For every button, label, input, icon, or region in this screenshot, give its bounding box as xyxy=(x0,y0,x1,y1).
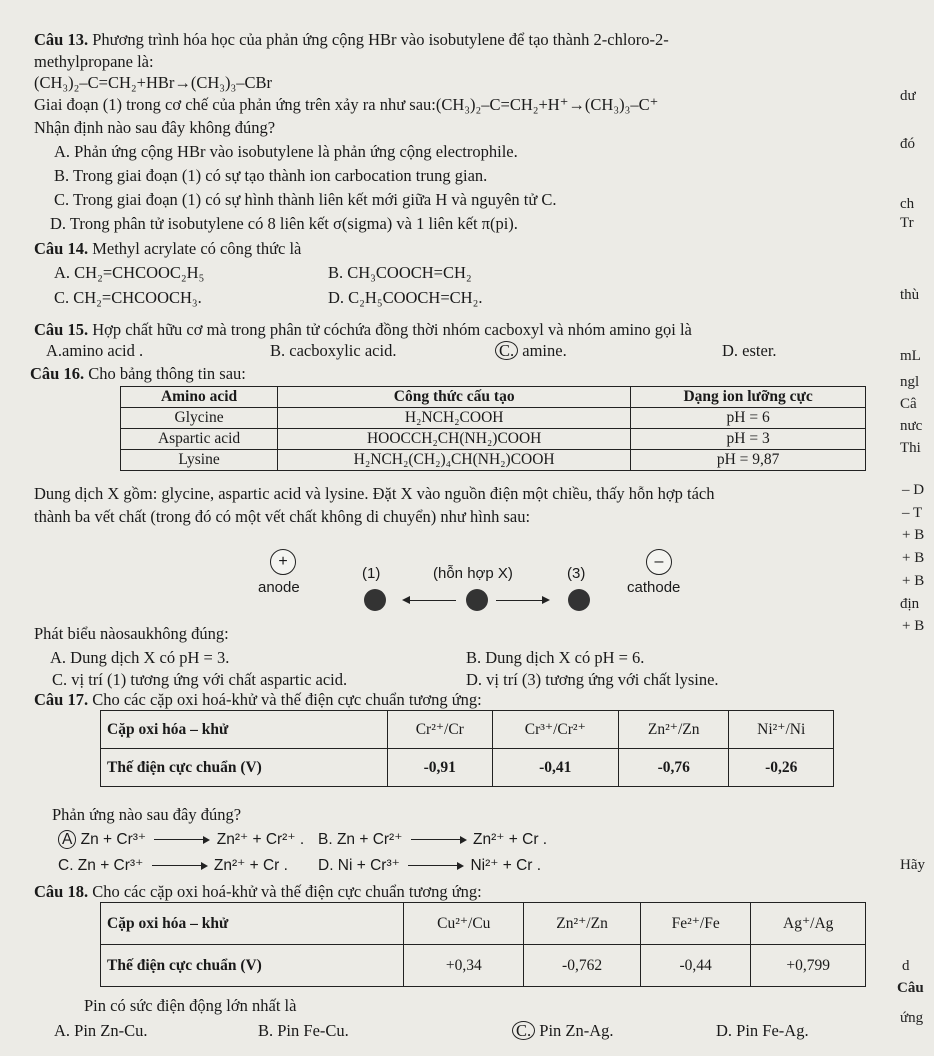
right-edge-text: Hãy xyxy=(900,857,925,873)
q13-stem: Câu 13. xyxy=(34,30,89,49)
q14-stem: Câu 14. xyxy=(34,239,89,258)
q14-option-a: A. CH₂=CHCOOC₂H₅ xyxy=(54,263,205,282)
table-cell: Fe²⁺/Fe xyxy=(640,903,751,945)
table-cell: H₂NCH₂COOH xyxy=(278,408,631,429)
q15-stem: Câu 15. xyxy=(34,320,89,339)
q14-option-c: C. CH₂=CHCOOCH₃. xyxy=(54,288,202,307)
q18-potential-table xyxy=(100,902,866,987)
table-cell: Cr²⁺/Cr xyxy=(388,711,493,749)
q17-text: Cho các cặp oxi hoá-khử và thế điện cực chuẩn tương ứng: xyxy=(92,690,482,709)
q17-option-a-lhs: Zn + Cr³⁺ xyxy=(80,831,147,848)
q16-text3: thành ba vết chất (trong đó có một vết chất không di chuyển) như hình sau: xyxy=(34,507,531,526)
q18-option-d: D. Pin Fe-Ag. xyxy=(716,1021,809,1040)
q13-option-d: D. Trong phân tử isobutylene có 8 liên kết σ(sigma) và 1 liên kết π(pi). xyxy=(50,214,518,233)
q18-text: Cho các cặp oxi hoá-khử và thế điện cực chuẩn tương ứng: xyxy=(92,882,482,901)
spot-mixture xyxy=(466,589,488,611)
table-cell: Zn²⁺/Zn xyxy=(524,903,641,945)
q14-option-b: B. CH₃COOCH=CH₂ xyxy=(328,263,472,282)
reaction-arrow-icon xyxy=(411,839,465,840)
q17-line xyxy=(34,690,482,710)
q18-option-c-letter: C. xyxy=(512,1021,535,1040)
right-edge-text: + B xyxy=(902,573,925,589)
q13-line1 xyxy=(34,30,669,50)
table-header: Công thức cấu tạo xyxy=(278,387,631,408)
q16-option-b: B. Dung dịch X có pH = 6. xyxy=(466,648,645,667)
anode-label: anode xyxy=(258,579,300,596)
cathode-label: cathode xyxy=(627,579,681,596)
q18-text2: Pin có sức điện động lớn nhất là xyxy=(84,996,297,1015)
q18-option-c-text: Pin Zn-Ag. xyxy=(539,1021,614,1040)
spot-1 xyxy=(364,589,386,611)
spot-3 xyxy=(568,589,590,611)
right-edge-text: Thi xyxy=(900,440,921,456)
arrow-right-icon xyxy=(496,600,548,601)
table-cell: Lysine xyxy=(121,450,278,471)
right-edge-text: dư xyxy=(900,88,916,104)
q18-stem: Câu 18. xyxy=(34,882,89,901)
table-row xyxy=(101,711,834,749)
q15-line xyxy=(34,320,692,340)
table-cell: Cr³⁺/Cr²⁺ xyxy=(492,711,618,749)
table-cell: -0,26 xyxy=(729,749,834,787)
table-row xyxy=(101,749,834,787)
table-row-label: Cặp oxi hóa – khử xyxy=(101,903,404,945)
q13-option-b: B. Trong giai đoạn (1) có sự tạo thành ion carbocation trung gian. xyxy=(54,166,488,185)
q17-option-c xyxy=(58,856,288,876)
q16-text: Cho bảng thông tin sau: xyxy=(88,364,246,383)
table-row xyxy=(121,408,866,429)
right-edge-text: + B xyxy=(902,550,925,566)
table-cell: H₂NCH₂(CH₂)₄CH(NH₂)COOH xyxy=(278,450,631,471)
q17-option-d-rhs: Ni²⁺ + Cr . xyxy=(470,857,542,874)
q17-text2: Phản ứng nào sau đây đúng? xyxy=(52,805,242,824)
q17-stem: Câu 17. xyxy=(34,690,89,709)
q14-text: Methyl acrylate có công thức là xyxy=(92,239,302,258)
arrow-left-icon xyxy=(404,600,456,601)
q17-option-d-lhs: D. Ni + Cr³⁺ xyxy=(318,857,400,874)
table-cell: +0,34 xyxy=(404,945,524,987)
right-edge-text: Câ xyxy=(900,396,917,412)
right-edge-text: thù xyxy=(900,287,920,303)
table-cell: Cu²⁺/Cu xyxy=(404,903,524,945)
q17-option-c-lhs: C. Zn + Cr³⁺ xyxy=(58,857,144,874)
reaction-arrow-icon xyxy=(408,865,462,866)
reaction-arrow-icon xyxy=(154,839,208,840)
q17-potential-table xyxy=(100,710,834,787)
minus-icon: – xyxy=(646,549,672,575)
mixture-label: (hỗn hợp X) xyxy=(433,565,513,582)
table-cell: pH = 3 xyxy=(631,429,866,450)
table-header: Amino acid xyxy=(121,387,278,408)
q16-text4: Phát biểu nàosaukhông đúng: xyxy=(34,624,229,643)
table-row-label: Thế điện cực chuẩn (V) xyxy=(101,749,388,787)
q15-text: Hợp chất hữu cơ mà trong phân tử cóchứa đồng thời nhóm cacboxyl và nhóm amino gọi là xyxy=(92,320,692,339)
q13-option-a: A. Phản ứng cộng HBr vào isobutylene là phản ứng cộng electrophile. xyxy=(54,142,518,161)
table-cell: Aspartic acid xyxy=(121,429,278,450)
table-row xyxy=(101,903,866,945)
q14-line xyxy=(34,239,301,259)
table-cell: HOOCCH₂CH(NH₂)COOH xyxy=(278,429,631,450)
q16-option-a: A. Dung dịch X có pH = 3. xyxy=(50,648,230,667)
q16-option-d: D. vị trí (3) tương ứng với chất lysine. xyxy=(466,670,719,689)
q18-option-c xyxy=(512,1021,614,1041)
q13-text1: Phương trình hóa học của phản ứng cộng HBr vào isobutylene để tạo thành 2-chloro-2- xyxy=(92,30,669,49)
right-edge-text: địn xyxy=(900,596,920,612)
table-cell: Glycine xyxy=(121,408,278,429)
q15-option-c-letter: C. xyxy=(495,341,518,360)
q17-option-d xyxy=(318,856,541,876)
reaction-arrow-icon xyxy=(152,865,206,866)
q16-line xyxy=(30,364,246,384)
table-cell: Ag⁺/Ag xyxy=(751,903,866,945)
q17-option-c-rhs: Zn²⁺ + Cr . xyxy=(213,857,288,874)
table-header-row xyxy=(121,387,866,408)
q17-option-a xyxy=(58,830,304,850)
table-cell: Ni²⁺/Ni xyxy=(729,711,834,749)
q15-option-c xyxy=(495,341,567,361)
right-edge-text: + B xyxy=(902,527,925,543)
q16-amino-table xyxy=(120,386,866,471)
q17-option-b-rhs: Zn²⁺ + Cr . xyxy=(473,831,548,848)
q18-line xyxy=(34,882,482,902)
table-cell: -0,91 xyxy=(388,749,493,787)
q13-option-c: C. Trong giai đoạn (1) có sự hình thành liên kết mới giữa H và nguyên tử C. xyxy=(54,190,557,209)
table-row-label: Cặp oxi hóa – khử xyxy=(101,711,388,749)
right-edge-text: d xyxy=(902,958,910,974)
q18-option-a: A. Pin Zn-Cu. xyxy=(54,1021,148,1040)
q14-option-d: D. C₂H₅COOCH=CH₂. xyxy=(328,288,483,307)
position-3-label: (3) xyxy=(567,565,586,582)
q13-text3: Giai đoạn (1) trong cơ chế của phản ứng trên xảy ra như sau:(CH₃)₂–C=CH₂+H⁺→(CH₃)₃–C⁺ xyxy=(34,95,659,114)
table-cell: -0,762 xyxy=(524,945,641,987)
position-1-label: (1) xyxy=(362,565,381,582)
right-edge-text: – D xyxy=(902,482,925,498)
q13-text2: methylpropane là: xyxy=(34,52,154,71)
table-cell: pH = 9,87 xyxy=(631,450,866,471)
right-edge-text: đó xyxy=(900,136,915,152)
plus-icon: + xyxy=(270,549,296,575)
right-edge-text: + B xyxy=(902,618,925,634)
table-cell: Zn²⁺/Zn xyxy=(619,711,729,749)
q15-option-b: B. cacboxylic acid. xyxy=(270,341,397,360)
table-cell: -0,44 xyxy=(640,945,751,987)
q17-option-b xyxy=(318,830,547,850)
table-cell: pH = 6 xyxy=(631,408,866,429)
q15-option-d: D. ester. xyxy=(722,341,777,360)
q13-equation: (CH₃)₂–C=CH₂+HBr→(CH₃)₃–CBr xyxy=(34,73,273,92)
right-edge-text: – T xyxy=(902,505,923,521)
table-cell: -0,41 xyxy=(492,749,618,787)
q16-stem: Câu 16. xyxy=(30,364,85,383)
q17-option-a-letter: A xyxy=(58,830,76,849)
right-edge-text: ch xyxy=(900,196,915,212)
q15-option-a: A.amino acid . xyxy=(46,341,144,360)
table-row-label: Thế điện cực chuẩn (V) xyxy=(101,945,404,987)
q17-option-b-lhs: B. Zn + Cr²⁺ xyxy=(318,831,403,848)
q16-text2: Dung dịch X gồm: glycine, aspartic acid và lysine. Đặt X vào nguồn điện một chiều, thấy hỗn hợp tách xyxy=(34,484,715,503)
table-cell: -0,76 xyxy=(619,749,729,787)
right-edge-text: ứng xyxy=(900,1010,924,1026)
table-cell: +0,799 xyxy=(751,945,866,987)
q16-option-c: C. vị trí (1) tương ứng với chất aspartic acid. xyxy=(52,670,348,689)
table-row xyxy=(101,945,866,987)
right-edge-text: ngl xyxy=(900,374,920,390)
q18-option-b: B. Pin Fe-Cu. xyxy=(258,1021,349,1040)
right-edge-text: mL xyxy=(900,348,921,364)
right-edge-text: nưc xyxy=(900,418,923,434)
q13-text4: Nhận định nào sau đây không đúng? xyxy=(34,118,276,137)
q17-option-a-rhs: Zn²⁺ + Cr²⁺ . xyxy=(216,831,305,848)
right-edge-text: Câu xyxy=(897,980,924,996)
table-row xyxy=(121,450,866,471)
q15-option-c-text: amine. xyxy=(522,341,567,360)
table-header: Dạng ion lưỡng cực xyxy=(631,387,866,408)
right-edge-text: Tr xyxy=(900,215,914,231)
table-row xyxy=(121,429,866,450)
